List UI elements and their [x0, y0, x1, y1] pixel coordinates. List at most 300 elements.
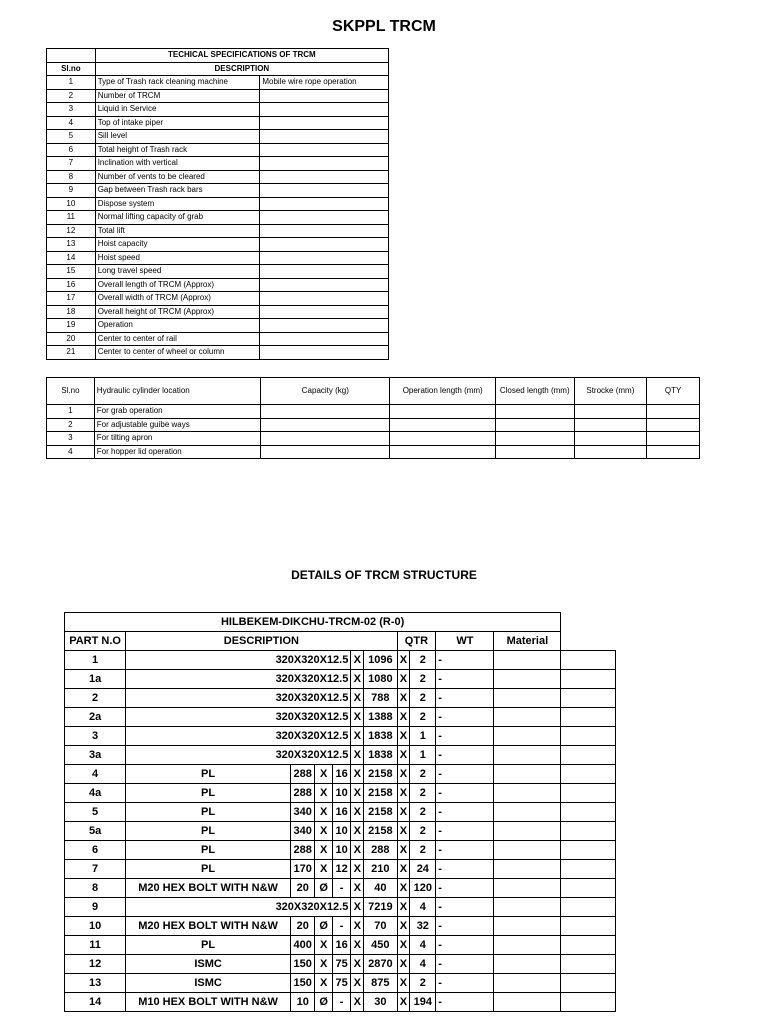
structure-row [65, 822, 616, 841]
structure-weight [494, 822, 561, 841]
structure-quantity: 2 [410, 784, 436, 803]
spec-value [260, 251, 389, 265]
structure-quantity: 4 [410, 936, 436, 955]
hyd-location: For hopper lid operation [94, 445, 260, 459]
hyd-closed-length-cell [495, 445, 574, 459]
structure-material [561, 727, 616, 746]
structure-part-no: 5 [65, 803, 126, 822]
structure-quantity: 120 [410, 879, 436, 898]
spec-value [260, 238, 389, 252]
structure-dim-c: 16 [332, 936, 350, 955]
spec-slno: 3 [47, 103, 96, 117]
structure-dash: - [436, 841, 494, 860]
structure-times-sign: X [351, 708, 364, 727]
structure-dim-c: 75 [332, 974, 350, 993]
spec-value [260, 211, 389, 225]
structure-quantity: 2 [410, 689, 436, 708]
spec-description: Hoist speed [95, 251, 260, 265]
spec-value [260, 305, 389, 319]
structure-quantity: 2 [410, 841, 436, 860]
hyd-operation-length-cell [390, 418, 495, 432]
structure-item-name: PL [126, 860, 291, 879]
hyd-closed-length-cell [495, 432, 574, 446]
spec-description: Liquid in Service [95, 103, 260, 117]
structure-times-sign: X [397, 841, 410, 860]
spec-row [47, 292, 389, 306]
hyd-stroke-cell [574, 445, 647, 459]
spec-row [47, 251, 389, 265]
spec-slno: 9 [47, 184, 96, 198]
structure-dim-a: 150 [290, 974, 315, 993]
structure-dim-c: 75 [332, 955, 350, 974]
structure-length: 788 [364, 689, 397, 708]
structure-quantity: 2 [410, 708, 436, 727]
structure-item-name: PL [126, 765, 291, 784]
structure-length: 1838 [364, 746, 397, 765]
structure-times-sign: X [351, 784, 364, 803]
structure-length: 2870 [364, 955, 397, 974]
structure-part-no: 4 [65, 765, 126, 784]
hyd-operation-length-cell [390, 445, 495, 459]
structure-section-size: 320X320X12.5 [126, 727, 351, 746]
structure-dim-c: - [332, 993, 350, 1012]
hydraulic-row [47, 445, 700, 459]
structure-dim-c: 10 [332, 784, 350, 803]
spec-row [47, 157, 389, 171]
structure-part-no: 12 [65, 955, 126, 974]
structure-times-sign: X [397, 765, 410, 784]
structure-item-name: M10 HEX BOLT WITH N&W [126, 993, 291, 1012]
hyd-location: For adjustable guibe ways [94, 418, 260, 432]
structure-times-sign: X [397, 651, 410, 670]
hydraulic-row [47, 405, 700, 419]
hyd-qty-cell [647, 405, 700, 419]
hydraulic-header-row [47, 378, 700, 405]
structure-length: 1096 [364, 651, 397, 670]
hyd-operation-length-cell [390, 432, 495, 446]
structure-col-material: Material [494, 632, 561, 651]
structure-section-size: 320X320X12.5 [126, 689, 351, 708]
spec-row [47, 184, 389, 198]
structure-row [65, 993, 616, 1012]
spec-col-desc: DESCRIPTION [95, 62, 388, 76]
structure-dash: - [436, 765, 494, 784]
structure-times-sign: X [397, 822, 410, 841]
hyd-qty-cell [647, 432, 700, 446]
spec-slno: 19 [47, 319, 96, 333]
structure-dim-c: 10 [332, 841, 350, 860]
structure-length: 450 [364, 936, 397, 955]
structure-dim-c: 12 [332, 860, 350, 879]
hyd-col-slno: Sl.no [47, 378, 95, 405]
structure-times-sign: X [397, 936, 410, 955]
structure-times-sign: X [351, 974, 364, 993]
structure-row [65, 860, 616, 879]
structure-material [561, 746, 616, 765]
structure-material [561, 708, 616, 727]
structure-material [561, 917, 616, 936]
structure-length: 70 [364, 917, 397, 936]
structure-dim-a: 288 [290, 841, 315, 860]
structure-material [561, 784, 616, 803]
spec-slno: 13 [47, 238, 96, 252]
structure-times-sign: X [351, 670, 364, 689]
structure-dash: - [436, 670, 494, 689]
hyd-location: For grab operation [94, 405, 260, 419]
spec-description: Total height of Trash rack [95, 143, 260, 157]
spec-value [260, 346, 389, 360]
structure-table [64, 612, 616, 1012]
structure-weight [494, 746, 561, 765]
structure-dim-a: 170 [290, 860, 315, 879]
structure-weight [494, 689, 561, 708]
structure-times-sign: X [351, 860, 364, 879]
hyd-qty-cell [647, 418, 700, 432]
hyd-capacity-cell [261, 418, 390, 432]
structure-length: 2158 [364, 822, 397, 841]
structure-weight [494, 860, 561, 879]
structure-times-sign: X [351, 746, 364, 765]
structure-dim-a: 288 [290, 765, 315, 784]
spec-slno: 1 [47, 76, 96, 90]
hyd-slno: 3 [47, 432, 95, 446]
structure-quantity: 2 [410, 822, 436, 841]
hyd-closed-length-cell [495, 418, 574, 432]
spec-row [47, 305, 389, 319]
structure-length: 2158 [364, 803, 397, 822]
structure-times-sign: X [397, 784, 410, 803]
structure-times-sign: X [351, 841, 364, 860]
structure-dash: - [436, 917, 494, 936]
structure-dim-c: - [332, 879, 350, 898]
structure-quantity: 24 [410, 860, 436, 879]
structure-length: 210 [364, 860, 397, 879]
structure-part-no: 1a [65, 670, 126, 689]
hyd-operation-length-cell [390, 405, 495, 419]
structure-dim-b: X [315, 765, 332, 784]
spec-slno: 21 [47, 346, 96, 360]
structure-row [65, 670, 616, 689]
structure-material [561, 860, 616, 879]
structure-dim-c: 16 [332, 803, 350, 822]
spec-row [47, 211, 389, 225]
spec-description: Sill level [95, 130, 260, 144]
structure-times-sign: X [351, 822, 364, 841]
spec-slno: 2 [47, 89, 96, 103]
structure-times-sign: X [397, 879, 410, 898]
structure-material [561, 955, 616, 974]
spec-description: Number of vents to be cleared [95, 170, 260, 184]
structure-quantity: 2 [410, 765, 436, 784]
structure-part-no: 9 [65, 898, 126, 917]
structure-item-name: ISMC [126, 955, 291, 974]
spec-value [260, 278, 389, 292]
structure-times-sign: X [397, 727, 410, 746]
spec-description: Top of intake piper [95, 116, 260, 130]
spec-description: Type of Trash rack cleaning machine [95, 76, 260, 90]
structure-weight [494, 670, 561, 689]
structure-quantity: 32 [410, 917, 436, 936]
structure-row [65, 651, 616, 670]
spec-row [47, 197, 389, 211]
structure-length: 7219 [364, 898, 397, 917]
structure-dim-a: 340 [290, 822, 315, 841]
structure-row [65, 917, 616, 936]
structure-dash: - [436, 879, 494, 898]
structure-material [561, 670, 616, 689]
hyd-col-qty: QTY [647, 378, 700, 405]
spec-description: Center to center of wheel or column [95, 346, 260, 360]
structure-material [561, 689, 616, 708]
hydraulic-row [47, 418, 700, 432]
structure-weight [494, 993, 561, 1012]
structure-item-name: PL [126, 841, 291, 860]
structure-material [561, 898, 616, 917]
structure-item-name: M20 HEX BOLT WITH N&W [126, 879, 291, 898]
spec-row [47, 319, 389, 333]
structure-dim-b: Ø [315, 917, 332, 936]
structure-dim-b: X [315, 860, 332, 879]
structure-dim-a: 400 [290, 936, 315, 955]
structure-part-no: 10 [65, 917, 126, 936]
structure-length: 2158 [364, 765, 397, 784]
structure-item-name: PL [126, 822, 291, 841]
structure-length: 288 [364, 841, 397, 860]
spec-row [47, 116, 389, 130]
structure-weight [494, 955, 561, 974]
structure-times-sign: X [351, 936, 364, 955]
structure-quantity: 4 [410, 955, 436, 974]
spec-slno: 16 [47, 278, 96, 292]
spec-row [47, 346, 389, 360]
spec-slno: 15 [47, 265, 96, 279]
structure-weight [494, 936, 561, 955]
spec-value [260, 265, 389, 279]
structure-dim-b: X [315, 841, 332, 860]
structure-weight [494, 727, 561, 746]
spec-slno: 6 [47, 143, 96, 157]
structure-row [65, 727, 616, 746]
structure-part-no: 2 [65, 689, 126, 708]
structure-part-no: 5a [65, 822, 126, 841]
structure-caption: HILBEKEM-DIKCHU-TRCM-02 (R-0) [65, 613, 561, 632]
structure-dash: - [436, 784, 494, 803]
structure-dash: - [436, 803, 494, 822]
structure-row [65, 708, 616, 727]
structure-material [561, 993, 616, 1012]
spec-value [260, 292, 389, 306]
structure-section-size: 320X320X12.5 [126, 708, 351, 727]
structure-dash: - [436, 689, 494, 708]
structure-weight [494, 765, 561, 784]
structure-part-no: 3a [65, 746, 126, 765]
spec-description: Overall height of TRCM (Approx) [95, 305, 260, 319]
spec-slno: 4 [47, 116, 96, 130]
structure-times-sign: X [351, 727, 364, 746]
spec-table [46, 48, 389, 360]
structure-quantity: 4 [410, 898, 436, 917]
structure-dash: - [436, 822, 494, 841]
hydraulic-table [46, 377, 700, 459]
structure-dash: - [436, 955, 494, 974]
structure-times-sign: X [397, 917, 410, 936]
structure-dash: - [436, 651, 494, 670]
spec-description: Overall width of TRCM (Approx) [95, 292, 260, 306]
spec-row [47, 103, 389, 117]
structure-part-no: 13 [65, 974, 126, 993]
structure-dim-a: 288 [290, 784, 315, 803]
spec-row [47, 224, 389, 238]
spec-description: Dispose system [95, 197, 260, 211]
structure-col-desc: DESCRIPTION [126, 632, 397, 651]
structure-quantity: 194 [410, 993, 436, 1012]
structure-part-no: 4a [65, 784, 126, 803]
spec-description: Inclination with vertical [95, 157, 260, 171]
structure-quantity: 2 [410, 651, 436, 670]
structure-dim-a: 150 [290, 955, 315, 974]
hyd-col-capacity: Capacity (kg) [261, 378, 390, 405]
structure-length: 1838 [364, 727, 397, 746]
structure-length: 40 [364, 879, 397, 898]
structure-section-size: 320X320X12.5 [126, 898, 351, 917]
hyd-closed-length-cell [495, 405, 574, 419]
hyd-stroke-cell [574, 405, 647, 419]
structure-quantity: 2 [410, 803, 436, 822]
structure-row [65, 689, 616, 708]
structure-dim-b: Ø [315, 993, 332, 1012]
structure-dim-b: X [315, 955, 332, 974]
structure-row [65, 955, 616, 974]
structure-times-sign: X [397, 746, 410, 765]
spec-slno: 12 [47, 224, 96, 238]
structure-section-size: 320X320X12.5 [126, 746, 351, 765]
structure-length: 875 [364, 974, 397, 993]
spec-description: Normal lifting capacity of grab [95, 211, 260, 225]
structure-times-sign: X [351, 651, 364, 670]
structure-dim-b: X [315, 974, 332, 993]
spec-slno: 5 [47, 130, 96, 144]
structure-dim-c: - [332, 917, 350, 936]
structure-times-sign: X [397, 803, 410, 822]
structure-times-sign: X [351, 955, 364, 974]
spec-slno: 18 [47, 305, 96, 319]
structure-col-wt: WT [436, 632, 494, 651]
structure-weight [494, 898, 561, 917]
spec-value [260, 184, 389, 198]
structure-row [65, 936, 616, 955]
spec-slno: 7 [47, 157, 96, 171]
hydraulic-row [47, 432, 700, 446]
spec-description: Operation [95, 319, 260, 333]
structure-dash: - [436, 974, 494, 993]
structure-row [65, 898, 616, 917]
hyd-col-stroke: Strocke (mm) [574, 378, 647, 405]
structure-length: 30 [364, 993, 397, 1012]
structure-material [561, 841, 616, 860]
spec-row [47, 170, 389, 184]
structure-part-no: 3 [65, 727, 126, 746]
structure-dim-c: 10 [332, 822, 350, 841]
structure-dim-b: X [315, 784, 332, 803]
spec-value [260, 170, 389, 184]
structure-part-no: 2a [65, 708, 126, 727]
structure-dash: - [436, 898, 494, 917]
structure-title: DETAILS OF TRCM STRUCTURE [291, 568, 477, 582]
structure-dash: - [436, 936, 494, 955]
structure-row [65, 803, 616, 822]
spec-value [260, 157, 389, 171]
structure-times-sign: X [351, 803, 364, 822]
structure-material [561, 803, 616, 822]
structure-part-no: 1 [65, 651, 126, 670]
spec-slno: 20 [47, 332, 96, 346]
structure-material [561, 974, 616, 993]
structure-material [561, 879, 616, 898]
structure-dim-b: X [315, 803, 332, 822]
hyd-col-closed-length: Closed length (mm) [495, 378, 574, 405]
structure-row [65, 746, 616, 765]
structure-part-no: 14 [65, 993, 126, 1012]
spec-value [260, 89, 389, 103]
structure-item-name: M20 HEX BOLT WITH N&W [126, 917, 291, 936]
spec-value [260, 197, 389, 211]
spec-row [47, 143, 389, 157]
structure-part-no: 11 [65, 936, 126, 955]
structure-times-sign: X [351, 765, 364, 784]
structure-row [65, 784, 616, 803]
structure-item-name: PL [126, 936, 291, 955]
spec-slno: 8 [47, 170, 96, 184]
hyd-capacity-cell [261, 405, 390, 419]
spec-value [260, 130, 389, 144]
structure-dim-c: 16 [332, 765, 350, 784]
structure-section-size: 320X320X12.5 [126, 670, 351, 689]
structure-weight [494, 879, 561, 898]
hyd-slno: 1 [47, 405, 95, 419]
structure-col-part: PART N.O [65, 632, 126, 651]
hyd-col-operation-length: Operation length (mm) [390, 378, 495, 405]
structure-section-size: 320X320X12.5 [126, 651, 351, 670]
structure-times-sign: X [397, 898, 410, 917]
structure-weight [494, 841, 561, 860]
spec-value [260, 103, 389, 117]
structure-dash: - [436, 746, 494, 765]
structure-times-sign: X [351, 689, 364, 708]
structure-item-name: PL [126, 803, 291, 822]
page-title: SKPPL TRCM [332, 18, 436, 35]
spec-description: Total lift [95, 224, 260, 238]
structure-weight [494, 708, 561, 727]
structure-quantity: 1 [410, 727, 436, 746]
structure-times-sign: X [397, 993, 410, 1012]
structure-times-sign: X [351, 993, 364, 1012]
structure-times-sign: X [397, 689, 410, 708]
hyd-stroke-cell [574, 432, 647, 446]
structure-dim-a: 20 [290, 879, 315, 898]
structure-row [65, 765, 616, 784]
spec-slno: 11 [47, 211, 96, 225]
structure-weight [494, 974, 561, 993]
hyd-capacity-cell [261, 432, 390, 446]
spec-value [260, 224, 389, 238]
structure-col-qty: QTR [397, 632, 436, 651]
structure-material [561, 765, 616, 784]
structure-times-sign: X [351, 898, 364, 917]
structure-dim-b: Ø [315, 879, 332, 898]
spec-description: Center to center of rail [95, 332, 260, 346]
spec-description: Overall length of TRCM (Approx) [95, 278, 260, 292]
structure-dash: - [436, 708, 494, 727]
